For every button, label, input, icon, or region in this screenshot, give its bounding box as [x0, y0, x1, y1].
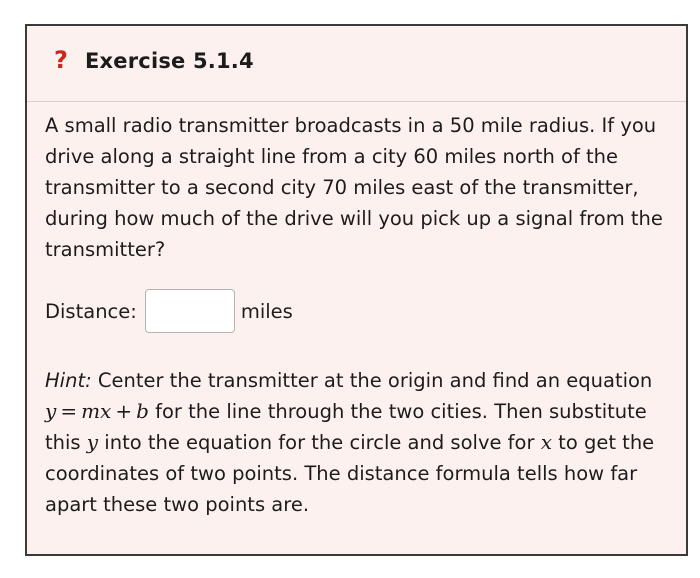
question-mark-icon: ?	[54, 46, 68, 74]
hint-text-2: for the line through the two cities. Then substitute this	[45, 400, 647, 454]
hint-text-1: Center the transmitter at the origin and find an equation	[91, 369, 653, 392]
exercise-header	[27, 26, 686, 102]
eq-lhs: y	[45, 399, 57, 423]
hint-label: Hint:	[45, 369, 92, 392]
line-equation	[45, 399, 149, 423]
var-y: y	[86, 430, 99, 454]
problem-statement	[45, 110, 670, 265]
miles-unit-label: miles	[240, 299, 293, 323]
distance-label: Distance:	[45, 299, 137, 323]
exercise-title: Exercise 5.1.4	[85, 49, 254, 73]
distance-input[interactable]	[145, 289, 235, 333]
var-x: x	[540, 430, 552, 454]
hint-text-3: into the equation for the circle and solve for	[98, 431, 541, 454]
hint-text-4: to get the coordinates of two points. The distance formula tells how far apart these two points are.	[45, 431, 655, 516]
hint-paragraph	[45, 365, 675, 520]
eq-term1: mx	[81, 399, 112, 423]
answer-row	[45, 288, 293, 334]
eq-equals: =	[60, 399, 78, 423]
exercise-card	[25, 24, 688, 556]
problem-text: A small radio transmitter broadcasts in a 50 mile radius. If you drive along a straight line from a city 60 miles north of the transmitter to a second city 70 miles east of the transmitter, during how much of the drive will you pick up a signal from the transmitter?	[45, 114, 663, 261]
eq-plus: +	[115, 399, 133, 423]
eq-term2: b	[136, 399, 149, 423]
